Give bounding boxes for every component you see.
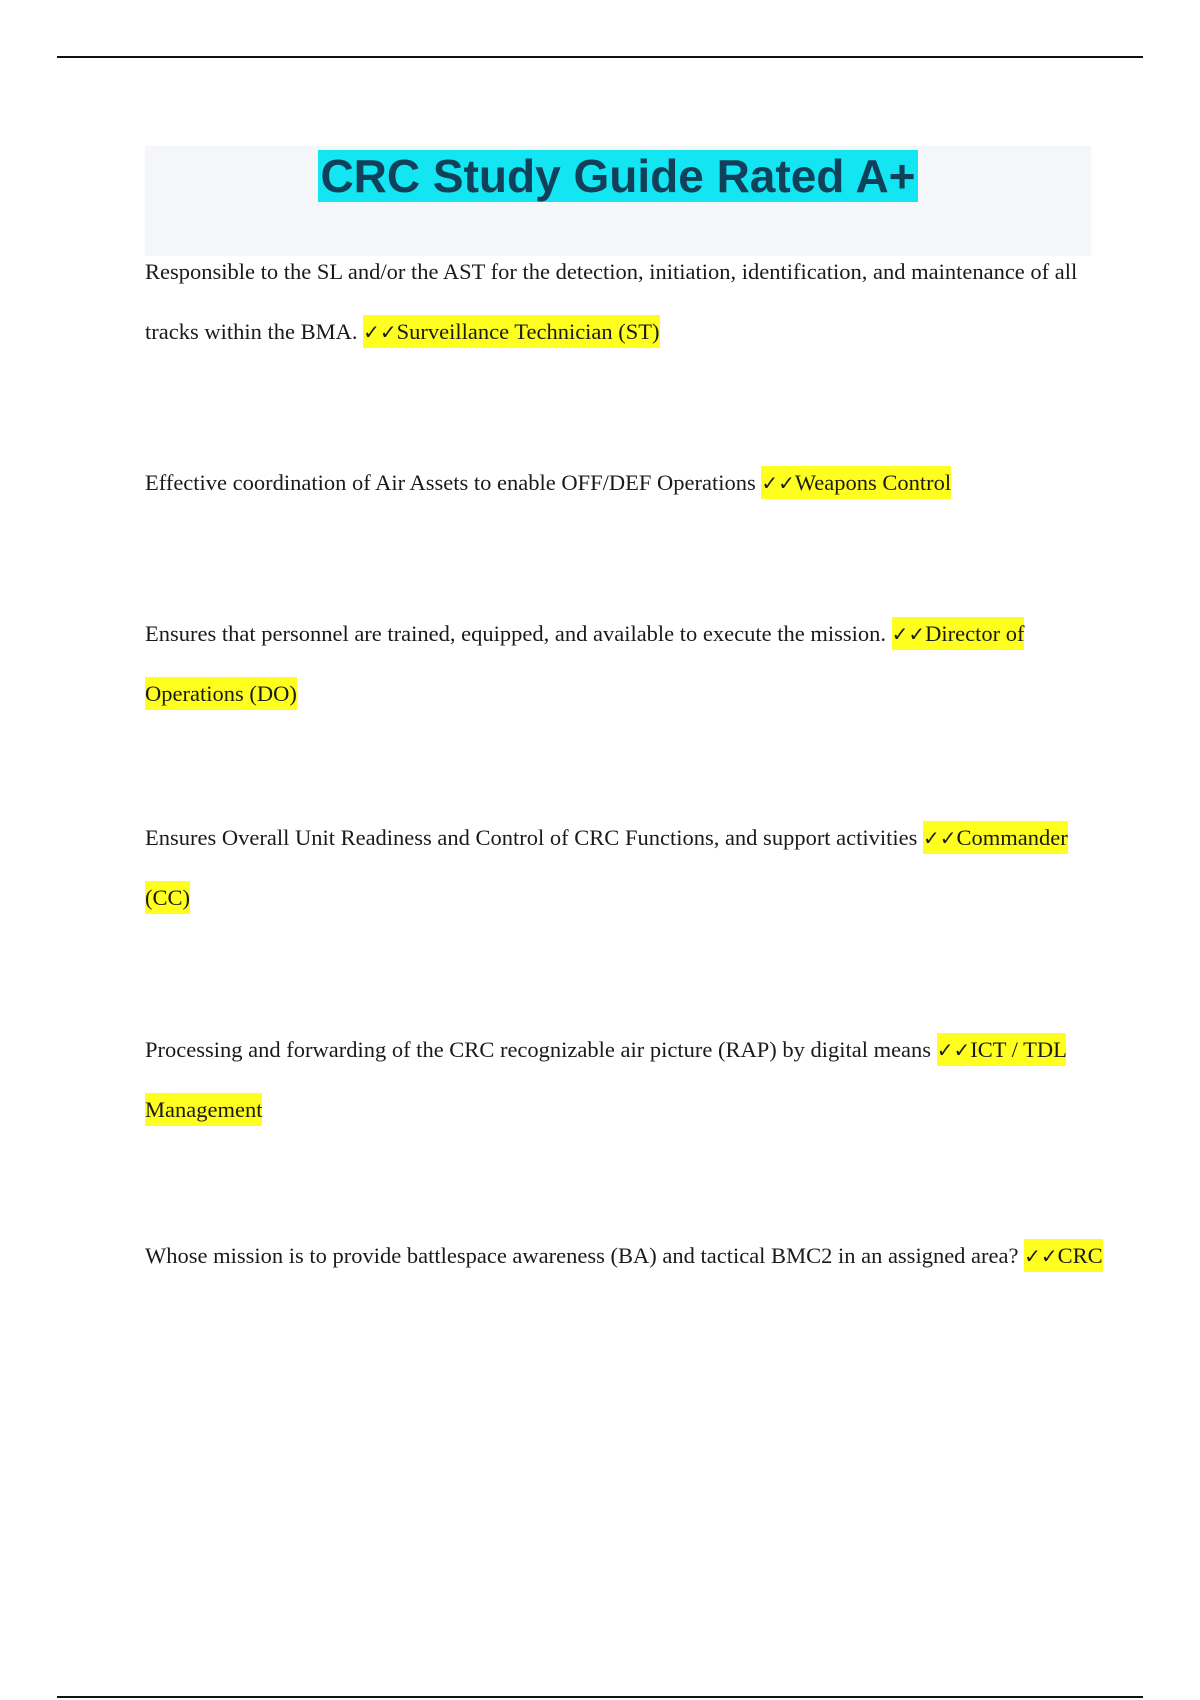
double-check-icon: ✓✓ xyxy=(923,826,957,850)
header-rule xyxy=(57,56,1143,58)
double-check-icon: ✓✓ xyxy=(761,471,795,495)
answer-text: Surveillance Technician (ST) xyxy=(396,319,660,344)
double-check-icon: ✓✓ xyxy=(936,1038,971,1062)
question-text: Ensures that personnel are trained, equipped, and available to execute the mission. xyxy=(145,621,892,646)
qa-item-3 xyxy=(145,604,1105,724)
qa-item-1 xyxy=(145,242,1105,362)
qa-item-4 xyxy=(145,808,1105,928)
question-text: Effective coordination of Air Assets to enable OFF/DEF Operations xyxy=(145,470,762,495)
page-title xyxy=(145,148,1091,204)
qa-item-6 xyxy=(145,1226,1105,1286)
answer-text: CRC xyxy=(1057,1243,1103,1268)
answer-highlight xyxy=(761,466,951,499)
answer-text: Commander (CC) xyxy=(145,825,1068,910)
question-text: Processing and forwarding of the CRC recognizable air picture (RAP) by digital means xyxy=(145,1037,937,1062)
question-text: Ensures Overall Unit Readiness and Control of CRC Functions, and support activities xyxy=(145,825,924,850)
double-check-icon: ✓✓ xyxy=(1024,1244,1058,1268)
answer-text: ICT / TDL Management xyxy=(145,1037,1067,1122)
double-check-icon: ✓✓ xyxy=(891,622,926,646)
answer-text: Weapons Control xyxy=(794,470,952,495)
answer-text: Director of Operations (DO) xyxy=(145,621,1025,706)
answer-highlight xyxy=(1024,1239,1103,1272)
title-banner xyxy=(145,146,1091,256)
footer-rule xyxy=(57,1696,1143,1698)
page-title-text: CRC Study Guide Rated A+ xyxy=(320,150,916,202)
question-text: Whose mission is to provide battlespace awareness (BA) and tactical BMC2 in an assigned area? xyxy=(145,1243,1025,1268)
question-text: Responsible to the SL and/or the AST for the detection, initiation, identification, and maintenance of all tracks within the BMA. xyxy=(145,259,1078,344)
qa-item-2 xyxy=(145,453,1105,513)
double-check-icon: ✓✓ xyxy=(363,320,397,344)
qa-item-5 xyxy=(145,1020,1105,1140)
answer-highlight xyxy=(363,315,659,348)
